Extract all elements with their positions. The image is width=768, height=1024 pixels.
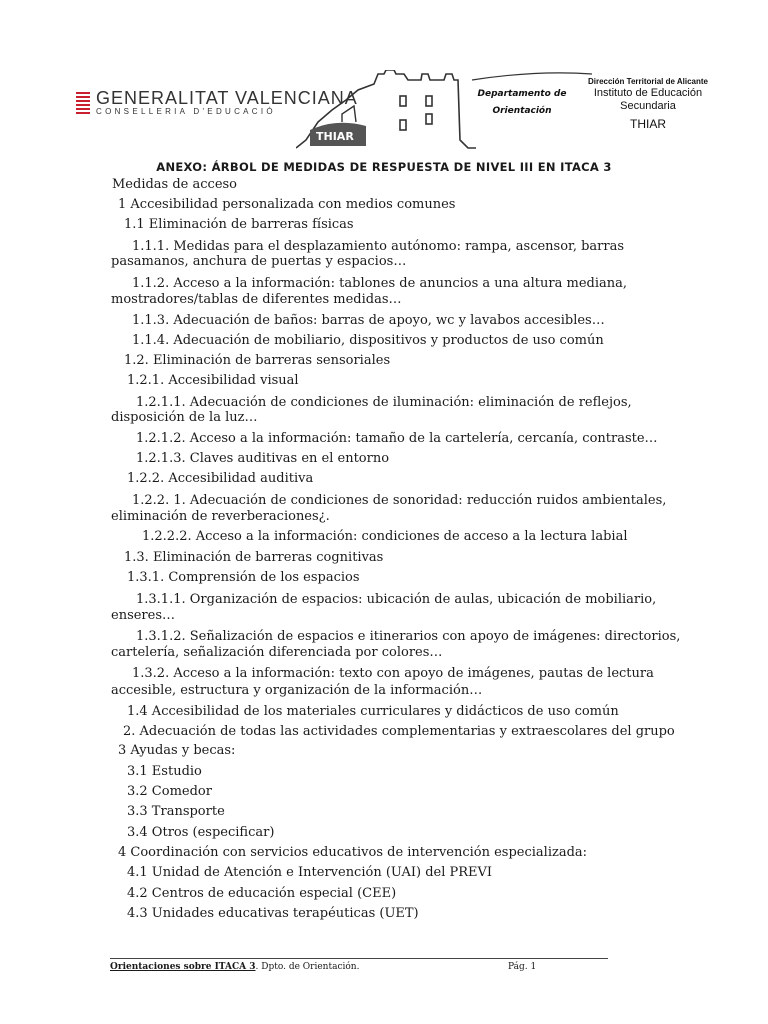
outline-line: 1.2.2. 1. Adecuación de condiciones de sonoridad: reducción ruidos ambientales, — [132, 493, 667, 508]
outline-line: 1.2.1.1. Adecuación de condiciones de iluminación: eliminación de reflejos, — [136, 395, 632, 410]
outline-line: 2. Adecuación de todas las actividades complementarias y extraescolares del grupo — [123, 724, 675, 739]
outline-line: 1.3.1.2. Señalización de espacios e itinerarios con apoyo de imágenes: directorios, — [136, 629, 681, 644]
outline-line: 4.1 Unidad de Atención e Intervención (UAI) del PREVI — [127, 865, 493, 880]
page-number: Pág. 1 — [508, 962, 537, 972]
outline-line: 4 Coordinación con servicios educativos de intervención especializada: — [118, 845, 588, 860]
footer-left: Orientaciones sobre ITACA 3. Dpto. de Orientación. — [110, 962, 360, 972]
institution-block — [578, 76, 718, 133]
footer-divider — [110, 958, 608, 959]
outline-line: 1 Accesibilidad personalizada con medios comunes — [118, 197, 456, 212]
outline-line: 1.2.1. Accesibilidad visual — [127, 373, 299, 388]
page-title: ANEXO: ÁRBOL DE MEDIDAS DE RESPUESTA DE NIVEL III EN ITACA 3 — [156, 160, 612, 174]
outline-line: 1.4 Accesibilidad de los materiales curriculares y didácticos de uso común — [127, 704, 619, 719]
secundaria-label: Secundaria — [620, 100, 676, 112]
outline-line: 1.1.1. Medidas para el desplazamiento autónomo: rampa, ascensor, barras — [132, 239, 625, 254]
outline-line: 3.4 Otros (especificar) — [127, 825, 275, 840]
outline-line: 1.2.1.3. Claves auditivas en el entorno — [136, 451, 390, 466]
outline-line: 4.3 Unidades educativas terapéuticas (UET) — [127, 906, 419, 921]
outline-line: Medidas de acceso — [112, 177, 238, 192]
outline-line: 1.1.2. Acceso a la información: tablones de anuncios a una altura mediana, — [132, 276, 628, 291]
outline-line: 1.2.1.2. Acceso a la información: tamaño de la cartelería, cercanía, contraste… — [136, 431, 658, 446]
outline-line: mostradores/tablas de diferentes medidas… — [111, 292, 402, 307]
outline-line: accesible, estructura y organización de la información… — [111, 683, 483, 698]
outline-line: 1.1.4. Adecuación de mobiliario, dispositivos y productos de uso común — [132, 333, 604, 348]
outline-line: 3.3 Transporte — [127, 804, 225, 819]
outline-line: 4.2 Centros de educación especial (CEE) — [127, 886, 397, 901]
outline-line: cartelería, señalización diferenciada por colores… — [111, 645, 443, 660]
outline-line: disposición de la luz… — [111, 410, 258, 425]
outline-line: 1.2.2. Accesibilidad auditiva — [127, 471, 314, 486]
conselleria-name: CONSELLERIA D'EDUCACIÓ — [96, 107, 276, 116]
outline-line: 1.1.3. Adecuación de baños: barras de apoyo, wc y lavabos accesibles… — [132, 313, 605, 328]
outline-line: 1.2.2.2. Acceso a la información: condiciones de acceso a la lectura labial — [142, 529, 628, 544]
outline-line: 1.3.2. Acceso a la información: texto con apoyo de imágenes, pautas de lectura — [132, 666, 654, 681]
outline-line: 1.3.1. Comprensión de los espacios — [127, 570, 360, 585]
castle-logo-text: THIAR — [316, 130, 354, 143]
generalitat-name: GENERALITAT VALENCIANA — [96, 88, 358, 108]
outline-line: 1.1 Eliminación de barreras físicas — [124, 217, 354, 232]
outline-line: pasamanos, anchura de puertas y espacios… — [111, 254, 407, 269]
outline-line: eliminación de reverberaciones¿. — [111, 509, 330, 524]
outline-line: enseres… — [111, 608, 176, 623]
outline-line: 3 Ayudas y becas: — [118, 743, 236, 758]
instituto-label: Instituto de Educación — [593, 87, 703, 99]
generalitat-emblem-icon — [76, 92, 90, 114]
outline-line: 3.2 Comedor — [127, 784, 212, 799]
outline-line: 3.1 Estudio — [127, 764, 202, 779]
department-label: Departamento de Orientación — [477, 89, 567, 116]
outline-line: 1.2. Eliminación de barreras sensoriales — [124, 353, 391, 368]
outline-line: 1.3.1.1. Organización de espacios: ubicación de aulas, ubicación de mobiliario, — [136, 592, 657, 607]
direccion-territorial: Dirección Territorial de Alicante — [587, 77, 709, 86]
school-name: THIAR — [630, 117, 666, 131]
outline-line: 1.3. Eliminación de barreras cognitivas — [124, 550, 384, 565]
